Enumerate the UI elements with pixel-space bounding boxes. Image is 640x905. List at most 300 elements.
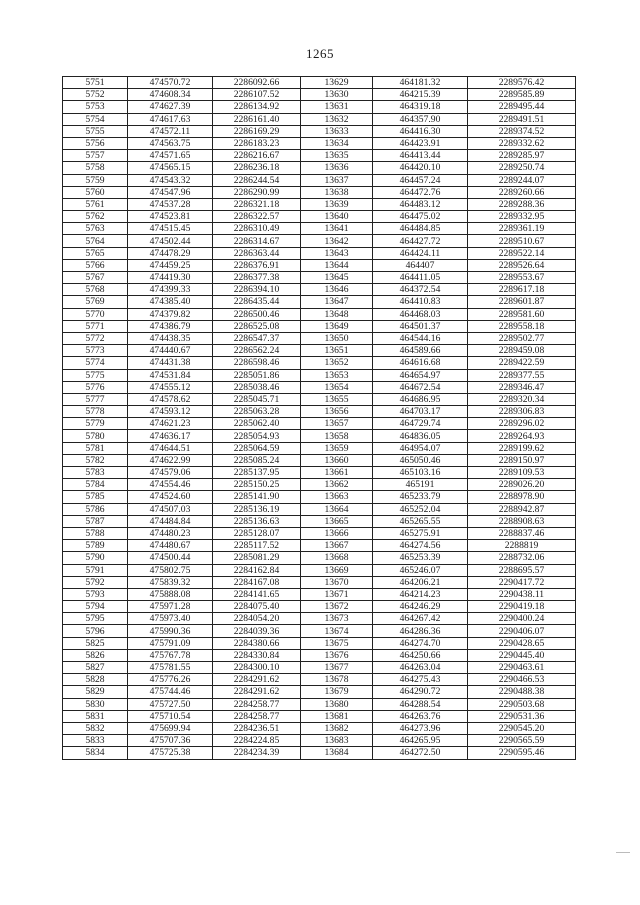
point-id-b-cell: 13677	[301, 662, 373, 674]
y-coordinate-b-cell: 2289617.18	[468, 284, 576, 296]
y-coordinate-a-cell: 2286500.46	[213, 308, 301, 320]
y-coordinate-a-cell: 2286244.54	[213, 174, 301, 186]
table-row	[63, 637, 576, 649]
table-row	[63, 162, 576, 174]
y-coordinate-a-cell: 2286435.44	[213, 296, 301, 308]
x-coordinate-b-cell: 464413.44	[373, 150, 468, 162]
y-coordinate-a-cell: 2285136.63	[213, 515, 301, 527]
x-coordinate-b-cell: 464372.54	[373, 284, 468, 296]
point-id-b-cell: 13672	[301, 601, 373, 613]
table-row	[63, 430, 576, 442]
y-coordinate-a-cell: 2285136.19	[213, 503, 301, 515]
table-row	[63, 357, 576, 369]
y-coordinate-a-cell: 2285150.25	[213, 479, 301, 491]
x-coordinate-a-cell: 474531.84	[128, 369, 213, 381]
point-id-a-cell: 5832	[63, 722, 128, 734]
table-row	[63, 442, 576, 454]
table-row	[63, 89, 576, 101]
table-row	[63, 198, 576, 210]
y-coordinate-a-cell: 2285064.59	[213, 442, 301, 454]
x-coordinate-b-cell: 465233.79	[373, 491, 468, 503]
y-coordinate-b-cell: 2289522.14	[468, 247, 576, 259]
point-id-b-cell: 13655	[301, 393, 373, 405]
y-coordinate-b-cell: 2289495.44	[468, 101, 576, 113]
x-coordinate-a-cell: 474419.30	[128, 272, 213, 284]
table-row	[63, 722, 576, 734]
y-coordinate-a-cell: 2286321.18	[213, 198, 301, 210]
y-coordinate-b-cell: 2290417.72	[468, 576, 576, 588]
point-id-a-cell: 5781	[63, 442, 128, 454]
x-coordinate-b-cell: 464265.95	[373, 735, 468, 747]
point-id-a-cell: 5829	[63, 686, 128, 698]
y-coordinate-b-cell: 2289374.52	[468, 125, 576, 137]
table-row	[63, 649, 576, 661]
coordinates-table	[62, 76, 576, 760]
y-coordinate-a-cell: 2285128.07	[213, 527, 301, 539]
x-coordinate-b-cell: 465246.07	[373, 564, 468, 576]
point-id-b-cell: 13682	[301, 722, 373, 734]
point-id-b-cell: 13673	[301, 613, 373, 625]
point-id-b-cell: 13638	[301, 186, 373, 198]
point-id-b-cell: 13636	[301, 162, 373, 174]
x-coordinate-a-cell: 474537.28	[128, 198, 213, 210]
x-coordinate-b-cell: 464836.05	[373, 430, 468, 442]
x-coordinate-a-cell: 474459.25	[128, 259, 213, 271]
y-coordinate-b-cell: 2290545.20	[468, 722, 576, 734]
point-id-a-cell: 5785	[63, 491, 128, 503]
x-coordinate-a-cell: 474507.03	[128, 503, 213, 515]
y-coordinate-b-cell: 2290466.53	[468, 674, 576, 686]
x-coordinate-a-cell: 474543.32	[128, 174, 213, 186]
y-coordinate-b-cell: 2289576.42	[468, 77, 576, 89]
x-coordinate-b-cell: 464654.97	[373, 369, 468, 381]
y-coordinate-a-cell: 2284167.08	[213, 576, 301, 588]
x-coordinate-b-cell: 465265.55	[373, 515, 468, 527]
table-row	[63, 150, 576, 162]
x-coordinate-a-cell: 475767.78	[128, 649, 213, 661]
point-id-b-cell: 13669	[301, 564, 373, 576]
x-coordinate-b-cell: 464181.32	[373, 77, 468, 89]
point-id-b-cell: 13652	[301, 357, 373, 369]
point-id-b-cell: 13632	[301, 113, 373, 125]
x-coordinate-a-cell: 474563.75	[128, 137, 213, 149]
table-row	[63, 137, 576, 149]
y-coordinate-a-cell: 2286598.46	[213, 357, 301, 369]
y-coordinate-b-cell: 2289422.59	[468, 357, 576, 369]
point-id-a-cell: 5789	[63, 540, 128, 552]
table-row	[63, 540, 576, 552]
point-id-b-cell: 13657	[301, 418, 373, 430]
table-row	[63, 101, 576, 113]
y-coordinate-b-cell: 2289260.66	[468, 186, 576, 198]
point-id-a-cell: 5758	[63, 162, 128, 174]
x-coordinate-b-cell: 464420.10	[373, 162, 468, 174]
y-coordinate-b-cell: 2290463.61	[468, 662, 576, 674]
point-id-b-cell: 13647	[301, 296, 373, 308]
x-coordinate-a-cell: 474547.96	[128, 186, 213, 198]
point-id-b-cell: 13633	[301, 125, 373, 137]
x-coordinate-b-cell: 465050.46	[373, 454, 468, 466]
point-id-a-cell: 5753	[63, 101, 128, 113]
point-id-b-cell: 13650	[301, 332, 373, 344]
x-coordinate-b-cell: 464272.50	[373, 747, 468, 759]
x-coordinate-a-cell: 475744.46	[128, 686, 213, 698]
x-coordinate-b-cell: 464501.37	[373, 320, 468, 332]
x-coordinate-a-cell: 475791.09	[128, 637, 213, 649]
x-coordinate-a-cell: 475776.26	[128, 674, 213, 686]
x-coordinate-b-cell: 464206.21	[373, 576, 468, 588]
y-coordinate-a-cell: 2286169.29	[213, 125, 301, 137]
point-id-a-cell: 5762	[63, 211, 128, 223]
point-id-a-cell: 5793	[63, 588, 128, 600]
x-coordinate-b-cell: 464954.07	[373, 442, 468, 454]
y-coordinate-a-cell: 2286290.99	[213, 186, 301, 198]
x-coordinate-b-cell: 464544.16	[373, 332, 468, 344]
y-coordinate-a-cell: 2286183.23	[213, 137, 301, 149]
point-id-b-cell: 13674	[301, 625, 373, 637]
table-row	[63, 747, 576, 759]
point-id-a-cell: 5775	[63, 369, 128, 381]
x-coordinate-b-cell: 464457.24	[373, 174, 468, 186]
table-row	[63, 125, 576, 137]
table-row	[63, 211, 576, 223]
y-coordinate-a-cell: 2286314.67	[213, 235, 301, 247]
y-coordinate-b-cell: 2290438.11	[468, 588, 576, 600]
table-row	[63, 406, 576, 418]
point-id-b-cell: 13654	[301, 381, 373, 393]
y-coordinate-a-cell: 2286236.18	[213, 162, 301, 174]
x-coordinate-b-cell: 465253.39	[373, 552, 468, 564]
point-id-b-cell: 13645	[301, 272, 373, 284]
scan-edge-mark	[616, 852, 630, 853]
y-coordinate-b-cell: 2290406.07	[468, 625, 576, 637]
table-row	[63, 308, 576, 320]
y-coordinate-a-cell: 2284258.77	[213, 710, 301, 722]
x-coordinate-b-cell: 464407	[373, 259, 468, 271]
x-coordinate-a-cell: 475727.50	[128, 698, 213, 710]
x-coordinate-a-cell: 474480.23	[128, 527, 213, 539]
x-coordinate-a-cell: 474627.39	[128, 101, 213, 113]
x-coordinate-a-cell: 475839.32	[128, 576, 213, 588]
point-id-a-cell: 5796	[63, 625, 128, 637]
y-coordinate-a-cell: 2286394.10	[213, 284, 301, 296]
y-coordinate-a-cell: 2286525.08	[213, 320, 301, 332]
y-coordinate-b-cell: 2290503.68	[468, 698, 576, 710]
x-coordinate-b-cell: 464250.66	[373, 649, 468, 661]
x-coordinate-a-cell: 474572.11	[128, 125, 213, 137]
point-id-a-cell: 5783	[63, 467, 128, 479]
point-id-b-cell: 13640	[301, 211, 373, 223]
table-row	[63, 552, 576, 564]
point-id-b-cell: 13639	[301, 198, 373, 210]
y-coordinate-b-cell: 2289510.67	[468, 235, 576, 247]
x-coordinate-a-cell: 474608.34	[128, 89, 213, 101]
point-id-b-cell: 13629	[301, 77, 373, 89]
y-coordinate-a-cell: 2284291.62	[213, 686, 301, 698]
table-row	[63, 332, 576, 344]
x-coordinate-a-cell: 474524.60	[128, 491, 213, 503]
y-coordinate-a-cell: 2286310.49	[213, 223, 301, 235]
table-row	[63, 418, 576, 430]
table-row	[63, 588, 576, 600]
y-coordinate-b-cell: 2289526.64	[468, 259, 576, 271]
table-row	[63, 467, 576, 479]
x-coordinate-a-cell: 474523.81	[128, 211, 213, 223]
y-coordinate-b-cell: 2290400.24	[468, 613, 576, 625]
y-coordinate-a-cell: 2284258.77	[213, 698, 301, 710]
table-row	[63, 381, 576, 393]
table-row	[63, 503, 576, 515]
y-coordinate-a-cell: 2286107.52	[213, 89, 301, 101]
table-row	[63, 77, 576, 89]
y-coordinate-a-cell: 2285045.71	[213, 393, 301, 405]
x-coordinate-b-cell: 464215.39	[373, 89, 468, 101]
y-coordinate-b-cell: 2289346.47	[468, 381, 576, 393]
point-id-b-cell: 13668	[301, 552, 373, 564]
x-coordinate-b-cell: 464475.02	[373, 211, 468, 223]
table-row	[63, 272, 576, 284]
table-row	[63, 454, 576, 466]
x-coordinate-a-cell: 475888.08	[128, 588, 213, 600]
point-id-a-cell: 5782	[63, 454, 128, 466]
y-coordinate-b-cell: 2290565.59	[468, 735, 576, 747]
x-coordinate-b-cell: 464263.76	[373, 710, 468, 722]
y-coordinate-a-cell: 2285038.46	[213, 381, 301, 393]
x-coordinate-b-cell: 464274.70	[373, 637, 468, 649]
table-row	[63, 235, 576, 247]
point-id-b-cell: 13675	[301, 637, 373, 649]
x-coordinate-a-cell: 475699.94	[128, 722, 213, 734]
x-coordinate-b-cell: 464275.43	[373, 674, 468, 686]
point-id-a-cell: 5786	[63, 503, 128, 515]
x-coordinate-a-cell: 475725.38	[128, 747, 213, 759]
point-id-a-cell: 5833	[63, 735, 128, 747]
y-coordinate-a-cell: 2285141.90	[213, 491, 301, 503]
point-id-b-cell: 13641	[301, 223, 373, 235]
point-id-a-cell: 5794	[63, 601, 128, 613]
table-row	[63, 564, 576, 576]
y-coordinate-b-cell: 2289581.60	[468, 308, 576, 320]
y-coordinate-a-cell: 2286134.92	[213, 101, 301, 113]
x-coordinate-a-cell: 474555.12	[128, 381, 213, 393]
table-row	[63, 296, 576, 308]
point-id-b-cell: 13651	[301, 345, 373, 357]
point-id-a-cell: 5795	[63, 613, 128, 625]
point-id-b-cell: 13658	[301, 430, 373, 442]
point-id-a-cell: 5784	[63, 479, 128, 491]
y-coordinate-b-cell: 2289250.74	[468, 162, 576, 174]
x-coordinate-b-cell: 464411.05	[373, 272, 468, 284]
x-coordinate-a-cell: 474431.38	[128, 357, 213, 369]
y-coordinate-b-cell: 2289288.36	[468, 198, 576, 210]
point-id-a-cell: 5767	[63, 272, 128, 284]
x-coordinate-a-cell: 475710.54	[128, 710, 213, 722]
point-id-a-cell: 5831	[63, 710, 128, 722]
x-coordinate-a-cell: 474438.35	[128, 332, 213, 344]
y-coordinate-b-cell: 2289306.83	[468, 406, 576, 418]
point-id-a-cell: 5791	[63, 564, 128, 576]
x-coordinate-b-cell: 464423.91	[373, 137, 468, 149]
x-coordinate-a-cell: 474480.67	[128, 540, 213, 552]
table-row	[63, 369, 576, 381]
y-coordinate-a-cell: 2285063.28	[213, 406, 301, 418]
point-id-a-cell: 5778	[63, 406, 128, 418]
point-id-a-cell: 5763	[63, 223, 128, 235]
point-id-b-cell: 13665	[301, 515, 373, 527]
point-id-b-cell: 13661	[301, 467, 373, 479]
table-row	[63, 515, 576, 527]
point-id-a-cell: 5779	[63, 418, 128, 430]
y-coordinate-b-cell: 2289491.51	[468, 113, 576, 125]
y-coordinate-a-cell: 2285051.86	[213, 369, 301, 381]
x-coordinate-b-cell: 464484.85	[373, 223, 468, 235]
x-coordinate-a-cell: 474440.67	[128, 345, 213, 357]
point-id-b-cell: 13630	[301, 89, 373, 101]
table-row	[63, 259, 576, 271]
point-id-b-cell: 13683	[301, 735, 373, 747]
point-id-a-cell: 5759	[63, 174, 128, 186]
point-id-b-cell: 13681	[301, 710, 373, 722]
x-coordinate-a-cell: 474578.62	[128, 393, 213, 405]
y-coordinate-b-cell: 2289150.97	[468, 454, 576, 466]
x-coordinate-a-cell: 474385.40	[128, 296, 213, 308]
point-id-a-cell: 5761	[63, 198, 128, 210]
point-id-a-cell: 5828	[63, 674, 128, 686]
x-coordinate-a-cell: 474484.84	[128, 515, 213, 527]
y-coordinate-a-cell: 2286092.66	[213, 77, 301, 89]
y-coordinate-a-cell: 2286216.67	[213, 150, 301, 162]
point-id-a-cell: 5768	[63, 284, 128, 296]
y-coordinate-b-cell: 2290488.38	[468, 686, 576, 698]
point-id-a-cell: 5774	[63, 357, 128, 369]
y-coordinate-b-cell: 2289502.77	[468, 332, 576, 344]
y-coordinate-b-cell: 2290531.36	[468, 710, 576, 722]
x-coordinate-b-cell: 464703.17	[373, 406, 468, 418]
table-row	[63, 320, 576, 332]
point-id-b-cell: 13635	[301, 150, 373, 162]
y-coordinate-a-cell: 2285085.24	[213, 454, 301, 466]
x-coordinate-b-cell: 465275.91	[373, 527, 468, 539]
point-id-a-cell: 5772	[63, 332, 128, 344]
y-coordinate-a-cell: 2286363.44	[213, 247, 301, 259]
x-coordinate-a-cell: 474515.45	[128, 223, 213, 235]
point-id-b-cell: 13643	[301, 247, 373, 259]
x-coordinate-a-cell: 474617.63	[128, 113, 213, 125]
x-coordinate-b-cell: 464286.36	[373, 625, 468, 637]
y-coordinate-a-cell: 2284300.10	[213, 662, 301, 674]
x-coordinate-a-cell: 475802.75	[128, 564, 213, 576]
point-id-b-cell: 13642	[301, 235, 373, 247]
y-coordinate-b-cell: 2289332.95	[468, 211, 576, 223]
y-coordinate-b-cell: 2288942.87	[468, 503, 576, 515]
y-coordinate-b-cell: 2289377.55	[468, 369, 576, 381]
table-row	[63, 113, 576, 125]
x-coordinate-a-cell: 474644.51	[128, 442, 213, 454]
y-coordinate-a-cell: 2286377.38	[213, 272, 301, 284]
point-id-b-cell: 13646	[301, 284, 373, 296]
x-coordinate-a-cell: 475781.55	[128, 662, 213, 674]
y-coordinate-a-cell: 2286322.57	[213, 211, 301, 223]
table-row	[63, 527, 576, 539]
x-coordinate-a-cell: 475707.36	[128, 735, 213, 747]
point-id-a-cell: 5760	[63, 186, 128, 198]
point-id-a-cell: 5769	[63, 296, 128, 308]
y-coordinate-a-cell: 2286547.37	[213, 332, 301, 344]
y-coordinate-b-cell: 2288695.57	[468, 564, 576, 576]
table-row	[63, 698, 576, 710]
point-id-b-cell: 13656	[301, 406, 373, 418]
y-coordinate-b-cell: 2289199.62	[468, 442, 576, 454]
table-row	[63, 345, 576, 357]
y-coordinate-b-cell: 2288732.06	[468, 552, 576, 564]
x-coordinate-b-cell: 464246.29	[373, 601, 468, 613]
x-coordinate-b-cell: 464427.72	[373, 235, 468, 247]
x-coordinate-a-cell: 474593.12	[128, 406, 213, 418]
y-coordinate-b-cell: 2289285.97	[468, 150, 576, 162]
y-coordinate-a-cell: 2284234.39	[213, 747, 301, 759]
point-id-b-cell: 13653	[301, 369, 373, 381]
table-row	[63, 491, 576, 503]
x-coordinate-a-cell: 474554.46	[128, 479, 213, 491]
x-coordinate-a-cell: 474502.44	[128, 235, 213, 247]
table-row	[63, 576, 576, 588]
table-row	[63, 625, 576, 637]
point-id-a-cell: 5751	[63, 77, 128, 89]
y-coordinate-a-cell: 2284380.66	[213, 637, 301, 649]
x-coordinate-b-cell: 464273.96	[373, 722, 468, 734]
point-id-b-cell: 13679	[301, 686, 373, 698]
table-row	[63, 674, 576, 686]
point-id-a-cell: 5777	[63, 393, 128, 405]
y-coordinate-b-cell: 2289601.87	[468, 296, 576, 308]
x-coordinate-a-cell: 474565.15	[128, 162, 213, 174]
y-coordinate-b-cell: 2289244.07	[468, 174, 576, 186]
x-coordinate-b-cell: 464616.68	[373, 357, 468, 369]
x-coordinate-b-cell: 464686.95	[373, 393, 468, 405]
x-coordinate-b-cell: 465191	[373, 479, 468, 491]
table-row	[63, 284, 576, 296]
y-coordinate-a-cell: 2284330.84	[213, 649, 301, 661]
point-id-b-cell: 13637	[301, 174, 373, 186]
point-id-b-cell: 13663	[301, 491, 373, 503]
point-id-a-cell: 5780	[63, 430, 128, 442]
y-coordinate-a-cell: 2285137.95	[213, 467, 301, 479]
x-coordinate-a-cell: 474622.99	[128, 454, 213, 466]
x-coordinate-b-cell: 465103.16	[373, 467, 468, 479]
point-id-a-cell: 5776	[63, 381, 128, 393]
point-id-b-cell: 13662	[301, 479, 373, 491]
x-coordinate-b-cell: 464672.54	[373, 381, 468, 393]
x-coordinate-a-cell: 474379.82	[128, 308, 213, 320]
table-row	[63, 186, 576, 198]
point-id-a-cell: 5825	[63, 637, 128, 649]
point-id-b-cell: 13659	[301, 442, 373, 454]
x-coordinate-a-cell: 474570.72	[128, 77, 213, 89]
y-coordinate-b-cell: 2289320.34	[468, 393, 576, 405]
y-coordinate-a-cell: 2286562.24	[213, 345, 301, 357]
y-coordinate-b-cell: 2289109.53	[468, 467, 576, 479]
x-coordinate-b-cell: 464290.72	[373, 686, 468, 698]
y-coordinate-b-cell: 2288978.90	[468, 491, 576, 503]
y-coordinate-b-cell: 2289332.62	[468, 137, 576, 149]
point-id-a-cell: 5755	[63, 125, 128, 137]
point-id-a-cell: 5792	[63, 576, 128, 588]
y-coordinate-a-cell: 2284054.20	[213, 613, 301, 625]
y-coordinate-b-cell: 2289558.18	[468, 320, 576, 332]
x-coordinate-b-cell: 464267.42	[373, 613, 468, 625]
point-id-b-cell: 13649	[301, 320, 373, 332]
y-coordinate-a-cell: 2286161.40	[213, 113, 301, 125]
